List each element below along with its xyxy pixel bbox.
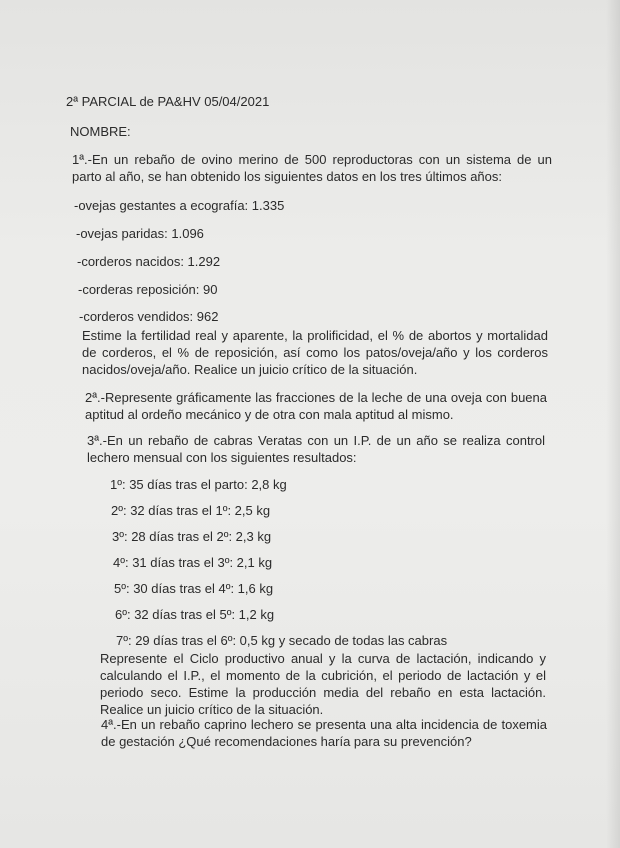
question-3-task: Represente el Ciclo productivo anual y la curva de lactación, indicando y calculando el I.P., el momento de la cubrición, el periodo de lactación y el periodo seco. Estime la producción media del rebaño en esta lactación. Realice un juicio crítico de la situación. bbox=[100, 651, 546, 717]
q3-control-1: 1º: 35 días tras el parto: 2,8 kg bbox=[110, 477, 287, 492]
q3-control-4: 4º: 31 días tras el 3º: 2,1 kg bbox=[113, 555, 273, 570]
question-1-intro: 1ª.-En un rebaño de ovino merino de 500 reproductoras con un sistema de un parto al año, se han obtenido los siguientes datos en los tres últimos años: bbox=[72, 152, 552, 184]
q3-control-6: 6º: 32 días tras el 5º: 1,2 kg bbox=[115, 607, 275, 622]
question-1-task: Estime la fertilidad real y aparente, la prolificidad, el % de abortos y mortalidad de corderos, el % de reposición, así como los patos/oveja/año y los corderos nacidos/oveja/año. Realice un juicio crítico de la situación. bbox=[82, 328, 548, 377]
q1-item-nacidos: -corderos nacidos: 1.292 bbox=[77, 254, 221, 269]
page-edge-shadow bbox=[606, 0, 620, 848]
q3-control-7: 7º: 29 días tras el 6º: 0,5 kg y secado de todas las cabras bbox=[116, 633, 448, 648]
q3-control-5: 5º: 30 días tras el 4º: 1,6 kg bbox=[114, 581, 274, 596]
q3-control-3: 3º: 28 días tras el 2º: 2,3 kg bbox=[112, 529, 272, 544]
q3-control-2: 2º: 32 días tras el 1º: 2,5 kg bbox=[111, 503, 271, 518]
question-3-intro: 3ª.-En un rebaño de cabras Veratas con un I.P. de un año se realiza control lechero mensual con los siguientes resultados: bbox=[87, 433, 545, 465]
q1-item-reposicion: -corderas reposición: 90 bbox=[78, 282, 218, 297]
question-2-text: 2ª.-Represente gráficamente las fracciones de la leche de una oveja con buena aptitud al ordeño mecánico y de otra con mala aptitud al mismo. bbox=[85, 390, 547, 422]
question-4-text: 4ª.-En un rebaño caprino lechero se presenta una alta incidencia de toxemia de gestación ¿Qué recomendaciones haría para su prevención? bbox=[101, 717, 547, 749]
q1-item-paridas: -ovejas paridas: 1.096 bbox=[76, 226, 204, 241]
q1-item-vendidos: -corderos vendidos: 962 bbox=[79, 309, 219, 324]
exam-title: 2ª PARCIAL de PA&HV 05/04/2021 bbox=[66, 94, 270, 109]
name-label: NOMBRE: bbox=[70, 124, 131, 139]
q1-item-gestantes: -ovejas gestantes a ecografía: 1.335 bbox=[74, 198, 285, 213]
